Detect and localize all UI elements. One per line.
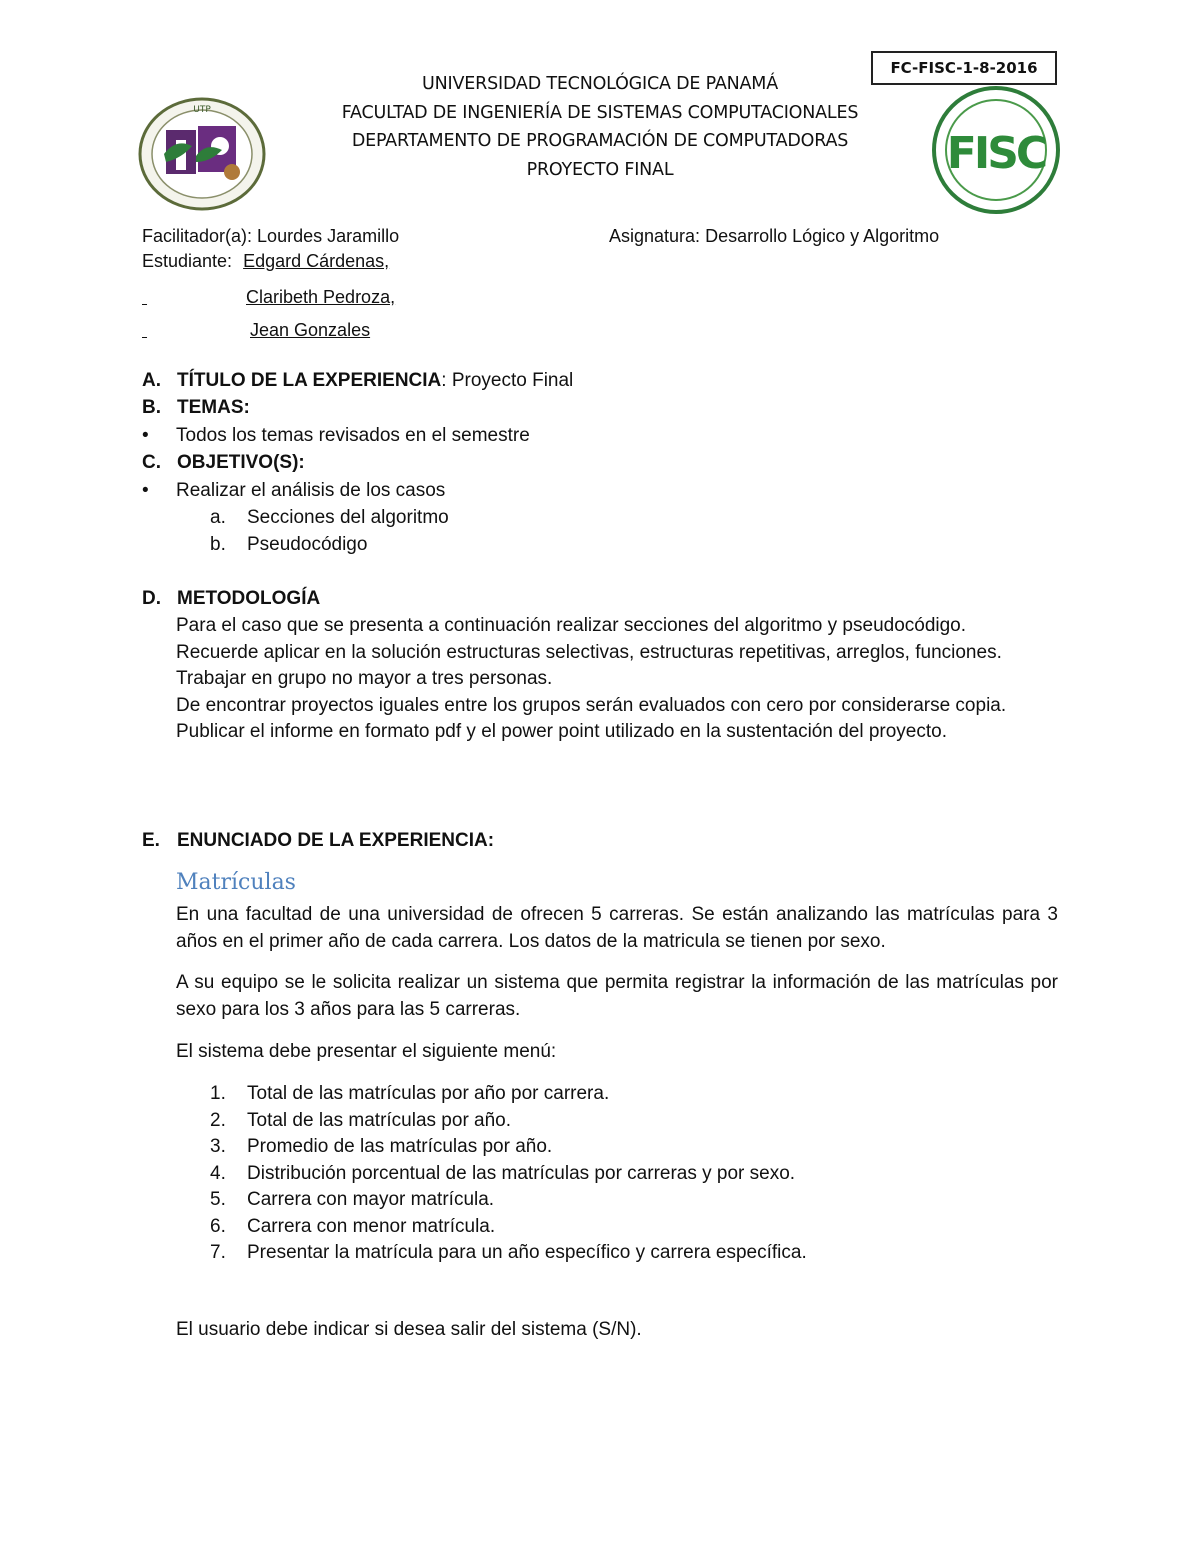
methodology-paragraph: Recuerde aplicar en la solución estructuras selectivas, estructuras repetitivas, arreglos, funciones.	[176, 641, 1002, 663]
list-item-text: Total de las matrículas por año.	[247, 1109, 512, 1131]
case-paragraph-3: El sistema debe presentar el siguiente menú:	[176, 1041, 557, 1062]
list-item-label: 1.	[210, 1083, 226, 1104]
student-line-3	[142, 318, 370, 342]
list-item-label: b.	[210, 534, 226, 555]
list-item-text: Distribución porcentual de las matrículas por carreras y por sexo.	[247, 1162, 796, 1184]
section-c-bullet	[142, 478, 445, 504]
header-project: PROYECTO FINAL	[526, 159, 674, 180]
section-c	[142, 450, 305, 476]
list-item-label: 6.	[210, 1215, 226, 1237]
header-faculty: FACULTAD DE INGENIERÍA DE SISTEMAS COMPUTACIONALES	[341, 102, 859, 123]
methodology-paragraph: Para el caso que se presenta a continuación realizar secciones del algoritmo y pseudocódigo.	[176, 615, 967, 636]
student-label: Estudiante:	[142, 251, 233, 271]
student-name-2: Claribeth Pedroza,	[246, 287, 396, 307]
facilitator-line	[142, 224, 399, 248]
student-line-2	[142, 285, 395, 309]
student-underline-blank	[142, 285, 246, 309]
section-c-letter: C.	[142, 452, 161, 473]
list-item	[210, 1187, 807, 1214]
list-item	[210, 1108, 807, 1135]
case-heading: Matrículas	[176, 870, 296, 895]
list-item	[210, 1240, 807, 1267]
facilitator-name: Lourdes Jaramillo	[257, 226, 400, 246]
section-b	[142, 395, 250, 421]
subject-label: Asignatura:	[609, 226, 701, 246]
section-d-letter: D.	[142, 588, 161, 609]
section-d-title: METODOLOGÍA	[177, 588, 321, 609]
menu-list	[210, 1081, 807, 1267]
subject-name: Desarrollo Lógico y Algoritmo	[705, 226, 940, 246]
list-item	[210, 505, 449, 531]
list-item-label: 2.	[210, 1109, 226, 1131]
section-d	[142, 586, 320, 612]
list-item-label: a.	[210, 507, 226, 528]
student-name-3: Jean Gonzales	[250, 320, 371, 340]
case-paragraph-2: A su equipo se le solicita realizar un sistema que permita registrar la información de las matrículas por sexo para los 3 años para las 5 carreras.	[176, 972, 1058, 1020]
list-item-label: 3.	[210, 1136, 226, 1157]
header-department: DEPARTAMENTO DE PROGRAMACIÓN DE COMPUTADORAS	[351, 131, 849, 151]
utp-logo	[136, 96, 268, 212]
section-b-bullet	[142, 423, 530, 449]
list-item-text: Pseudocódigo	[247, 534, 368, 555]
document-header	[250, 70, 950, 184]
section-b-title: TEMAS:	[177, 397, 250, 418]
methodology-paragraph: De encontrar proyectos iguales entre los grupos serán evaluados con cero por considerarse copia.	[176, 694, 1007, 716]
section-c-title: OBJETIVO(S):	[177, 452, 305, 473]
section-e-letter: E.	[142, 830, 160, 851]
methodology-paragraphs	[176, 613, 1058, 746]
list-item-text: Secciones del algoritmo	[247, 507, 449, 528]
bullet-icon: •	[142, 480, 149, 501]
list-item	[210, 1134, 807, 1161]
section-e-title: ENUNCIADO DE LA EXPERIENCIA:	[177, 830, 495, 851]
section-c-bullet-text: Realizar el análisis de los casos	[176, 480, 446, 501]
case-paragraph-1: En una facultad de una universidad de ofrecen 5 carreras. Se están analizando las matrículas para 3 años en el primer año de cada carrera. Los datos de la matricula se tienen por sexo.	[176, 904, 1058, 952]
list-item-text: Carrera con mayor matrícula.	[247, 1189, 495, 1210]
list-item	[210, 1161, 807, 1188]
list-item-text: Presentar la matrícula para un año específico y carrera específica.	[247, 1242, 807, 1263]
section-a-letter: A.	[142, 370, 161, 391]
list-item-text: Total de las matrículas por año por carrera.	[247, 1083, 610, 1104]
section-b-bullet-text: Todos los temas revisados en el semestre	[176, 425, 530, 446]
list-item	[210, 532, 367, 558]
methodology-paragraph: Publicar el informe en formato pdf y el power point utilizado en la sustentación del proyecto.	[176, 721, 947, 742]
student-underline-blank	[142, 318, 250, 342]
methodology-paragraph: Trabajar en grupo no mayor a tres personas.	[176, 668, 553, 689]
student-line	[142, 249, 389, 273]
bullet-icon: •	[142, 425, 149, 446]
list-item	[210, 1214, 807, 1241]
form-code: FC-FISC-1-8-2016	[890, 59, 1038, 77]
subject-line	[609, 224, 939, 248]
list-item-label: 5.	[210, 1189, 226, 1210]
utp-logo-text: UTP	[193, 105, 211, 115]
section-b-letter: B.	[142, 397, 161, 418]
closing-paragraph: El usuario debe indicar si desea salir del sistema (S/N).	[176, 1319, 642, 1340]
section-e	[142, 828, 494, 854]
student-name-1: Edgard Cárdenas,	[243, 251, 390, 271]
list-item	[210, 1081, 807, 1108]
section-a-title: TÍTULO DE LA EXPERIENCIA	[177, 370, 442, 391]
list-item-text: Promedio de las matrículas por año.	[247, 1136, 553, 1157]
list-item-label: 7.	[210, 1242, 226, 1263]
fisc-logo-text: FISC	[946, 128, 1046, 179]
section-a	[142, 368, 573, 394]
facilitator-label: Facilitador(a):	[142, 226, 253, 246]
list-item-text: Carrera con menor matrícula.	[247, 1215, 496, 1237]
section-a-value: : Proyecto Final	[441, 370, 574, 391]
header-university: UNIVERSIDAD TECNOLÓGICA DE PANAMÁ	[422, 74, 778, 94]
list-item-label: 4.	[210, 1162, 226, 1184]
